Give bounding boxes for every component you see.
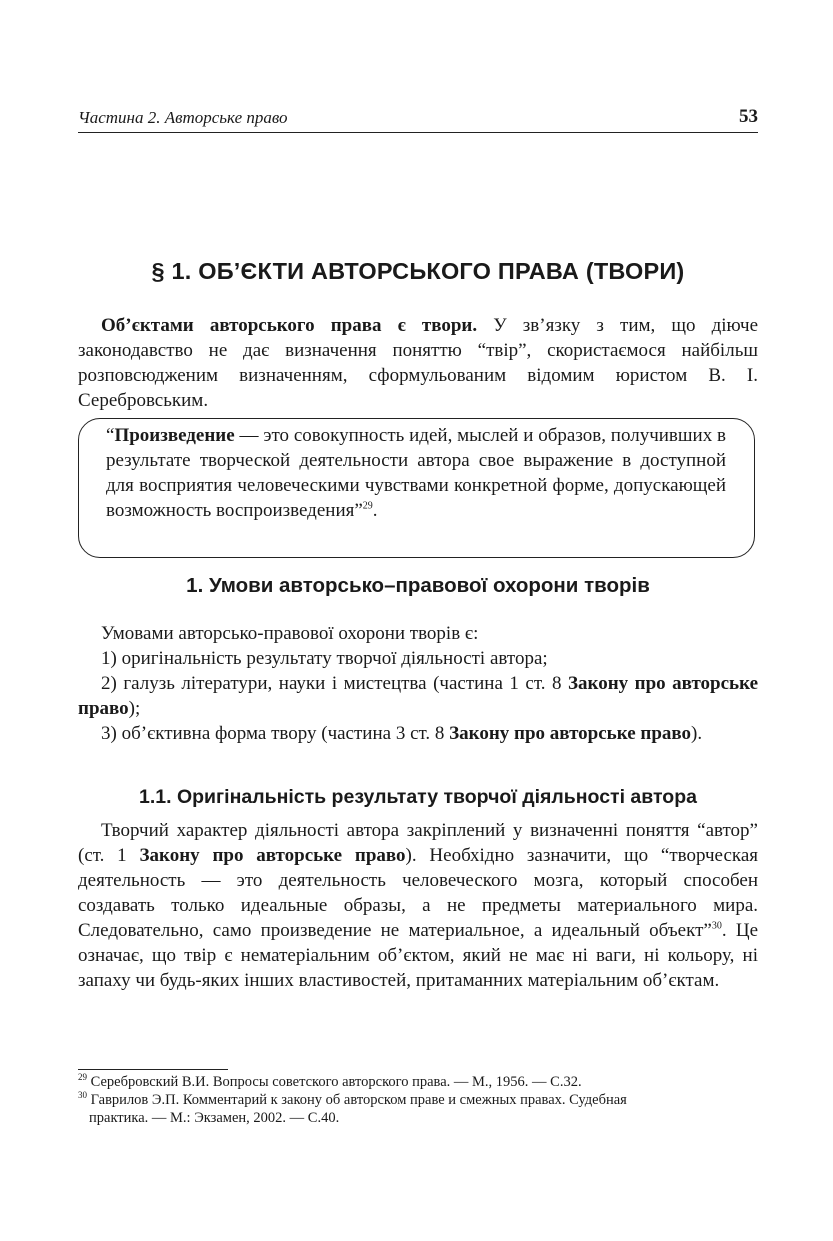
footnote-29-num: 29 [78, 1072, 87, 1083]
footnote-ref-30: 30 [711, 920, 722, 932]
footnote-30-continuation: практика. — М.: Экзамен, 2002. — С.40. [89, 1110, 340, 1126]
running-title: Частина 2. Авторське право [78, 108, 288, 127]
originality-text-3: . Це означає, що твір є нематеріальним об’єктом, який не має ні ваги, ні кольору, ні запаху чи будь-яких інших властивостей, притаманних матеріальним об’єктам. [78, 920, 758, 991]
subsection-1-1-title: 1.1. Оригінальність результату творчої діяльності автора [139, 786, 697, 808]
conditions-intro: Умовами авторсько-правової охорони творів є: [101, 623, 479, 644]
originality-paragraph [78, 818, 758, 993]
footnote-30-text: Гаврилов Э.П. Комментарий к закону об авторском праве и смежных правах. Судебная [87, 1092, 627, 1108]
condition-item-3-end: ). [691, 723, 703, 744]
condition-item-3 [78, 721, 758, 746]
footnote-30-num: 30 [78, 1090, 87, 1101]
definition-open-quote: “ [106, 425, 115, 446]
originality-text-2: ). Необхідно зазначити, що “творческая деятельность — это деятельность человеческого мозга, который способен создавать только идеальные образы, а не предметы материального мира. Следовательно, само произведение не материальное, а идеальный объект” [78, 845, 758, 941]
footnote-ref-29: 29 [362, 500, 373, 512]
definition-end: . [372, 500, 378, 521]
intro-text: У зв’язку з тим, що діюче законодавство не дає визначення поняттю “твір”, скористаємося найбільш розповсюдженим визначенням, сформульованим відомим юристом В. І. Серебровським. [78, 315, 759, 411]
page-number: 53 [739, 106, 758, 127]
definition-term: Произведение [114, 425, 235, 446]
footnote-30 [78, 1091, 758, 1109]
subsection-1-title: 1. Умови авторсько–правової охорони творів [186, 574, 650, 597]
condition-item-2-text: 2) галузь літератури, науки і мистецтва (частина 1 ст. 8 [101, 673, 568, 694]
running-head [78, 106, 758, 133]
originality-law-ref: Закону про авторське право [139, 845, 406, 866]
section-title: § 1. ОБ’ЄКТИ АВТОРСЬКОГО ПРАВА (ТВОРИ) [151, 258, 685, 284]
intro-paragraph [78, 313, 758, 413]
condition-item-2-end: ); [128, 698, 141, 719]
definition-body: — это совокупность идей, мыслей и образов, получивших в результате творческой деятельности автора свое выражение в доступной для восприятия человеческими чувствами конкретной форме, допускающей возможность воспроизведения” [106, 425, 726, 521]
condition-item-2-law: Закону про авторське право [78, 673, 758, 719]
conditions-list [78, 621, 758, 746]
condition-item-3-text: 3) об’єктивна форма твору (частина 3 ст. 8 [101, 723, 450, 744]
footnote-29 [78, 1073, 758, 1091]
footnote-29-text: Серебровский В.И. Вопросы советского авторского права. — М., 1956. — С.32. [87, 1074, 582, 1090]
condition-item-1: 1) оригінальність результату творчої діяльності автора; [101, 648, 548, 669]
definition-text [106, 423, 726, 523]
footnote-rule [78, 1069, 228, 1070]
originality-text-1: Творчий характер діяльності автора закріплений у визначенні поняття “автор” (ст. 1 [78, 820, 758, 866]
footnotes [78, 1073, 758, 1127]
condition-item-2 [78, 671, 758, 721]
condition-item-3-law: Закону про авторське право [449, 723, 692, 744]
intro-bold-lead: Об’єктами авторського права є твори. [101, 315, 478, 336]
